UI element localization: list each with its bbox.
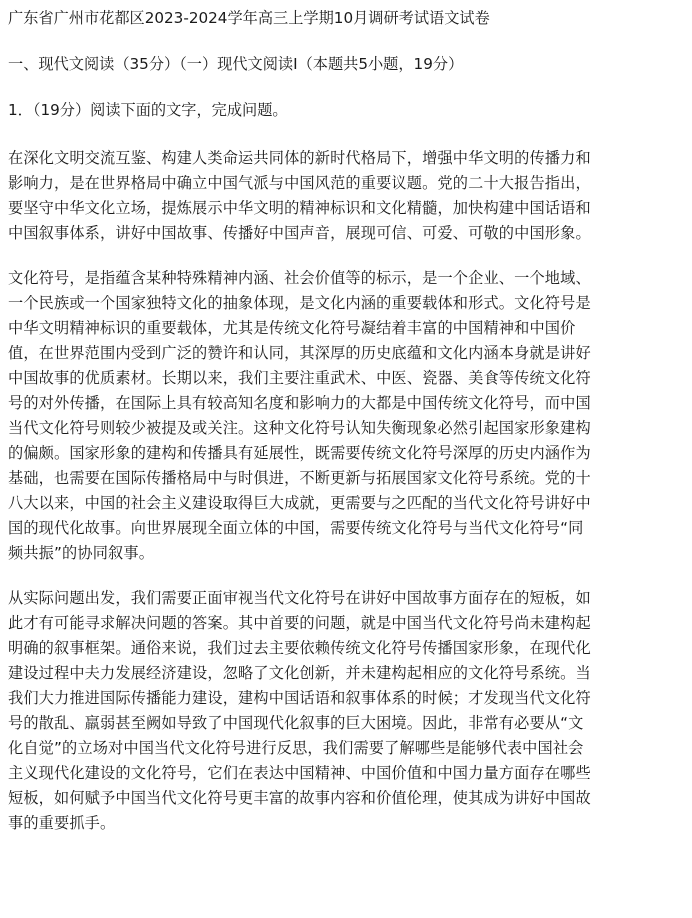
paragraph-line: 中国故事的优质素材。长期以来，我们主要注重武术、中医、瓷器、美食等传统文化符 <box>8 369 591 387</box>
paragraph-1 <box>8 146 682 246</box>
paragraph-line: 中国叙事体系，讲好中国故事、传播好中国声音，展现可信、可爱、可敬的中国形象。 <box>8 224 591 242</box>
paragraph-line: 文化符号，是指蕴含某种特殊精神内涵、社会价值等的标示，是一个企业、一个地域、 <box>8 269 591 287</box>
paragraph-line: 短板，如何赋予中国当代文化符号更丰富的故事内容和价值伦理，使其成为讲好中国故 <box>8 789 591 807</box>
paragraph-line: 号的对外传播，在国际上具有较高知名度和影响力的大都是中国传统文化符号，而中国 <box>8 394 591 412</box>
paragraph-line: 中华文明精神标识的重要载体，尤其是传统文化符号凝结着丰富的中国精神和中国价 <box>8 319 576 337</box>
paragraph-line: 我们大力推进国际传播能力建设，建构中国话语和叙事体系的时候；才发现当代文化符 <box>8 689 591 707</box>
paragraph-line: 从实际问题出发，我们需要正面审视当代文化符号在讲好中国故事方面存在的短板，如 <box>8 589 591 607</box>
paragraph-line: 值，在世界范围内受到广泛的赞许和认同，其深厚的历史底蕴和文化内涵本身就是讲好 <box>8 344 591 362</box>
paragraph-line: 的偏颇。国家形象的建构和传播具有延展性，既需要传统文化符号深厚的历史内涵作为 <box>8 444 591 462</box>
paragraph-line: 主义现代化建设的文化符号，它们在表达中国精神、中国价值和中国力量方面存在哪些 <box>8 764 591 782</box>
paragraph-3 <box>8 586 682 836</box>
paragraph-line: 一个民族或一个国家独特文化的抽象体现，是文化内涵的重要载体和形式。文化符号是 <box>8 294 591 312</box>
paragraph-line: 要坚守中华文化立场，提炼展示中华文明的精神标识和文化精髓，加快构建中国话语和 <box>8 199 591 217</box>
paragraph-line: 事的重要抓手。 <box>8 814 116 832</box>
question-prompt: 1．（19分）阅读下面的文字，完成问题。 <box>8 101 288 119</box>
paragraph-line: 明确的叙事框架。通俗来说，我们过去主要依赖传统文化符号传播国家形象，在现代化 <box>8 639 591 657</box>
paragraph-line: 建设过程中夫力发展经济建设，忽略了文化创新，并未建构起相应的文化符号系统。当 <box>8 664 591 682</box>
paragraph-2 <box>8 266 682 566</box>
document-title: 广东省广州市花都区2023-2024学年高三上学期10月调研考试语文试卷 <box>8 9 490 27</box>
paragraph-line: 国的现代化故事。向世界展现全面立体的中国，需要传统文化符号与当代文化符号“同 <box>8 519 584 537</box>
paragraph-line: 频共振”的协同叙事。 <box>8 544 155 562</box>
paragraph-line: 号的散乱、羸弱甚至阙如导致了中国现代化叙事的巨大困境。因此，非常有必要从“文 <box>8 714 584 732</box>
paragraph-line: 在深化文明交流互鉴、构建人类命运共同体的新时代格局下，增强中华文明的传播力和 <box>8 149 591 167</box>
paragraph-line: 影响力，是在世界格局中确立中国气派与中国风范的重要议题。党的二十大报告指出， <box>8 174 591 192</box>
paragraph-line: 基础，也需要在国际传播格局中与时俱进，不断更新与拓展国家文化符号系统。党的十 <box>8 469 591 487</box>
section-heading: 一、现代文阅读（35分）（一）现代文阅读I（本题共5小题，19分） <box>8 55 464 73</box>
paragraph-line: 化自觉”的立场对中国当代文化符号进行反思，我们需要了解哪些是能够代表中国社会 <box>8 739 584 757</box>
paragraph-line: 此才有可能寻求解决问题的答案。其中首要的问题，就是中国当代文化符号尚未建构起 <box>8 614 591 632</box>
paragraph-line: 当代文化符号则较少被提及或关注。这种文化符号认知失衡现象必然引起国家形象建构 <box>8 419 591 437</box>
paragraph-line: 八大以来，中国的社会主义建设取得巨大成就，更需要与之匹配的当代文化符号讲好中 <box>8 494 591 512</box>
